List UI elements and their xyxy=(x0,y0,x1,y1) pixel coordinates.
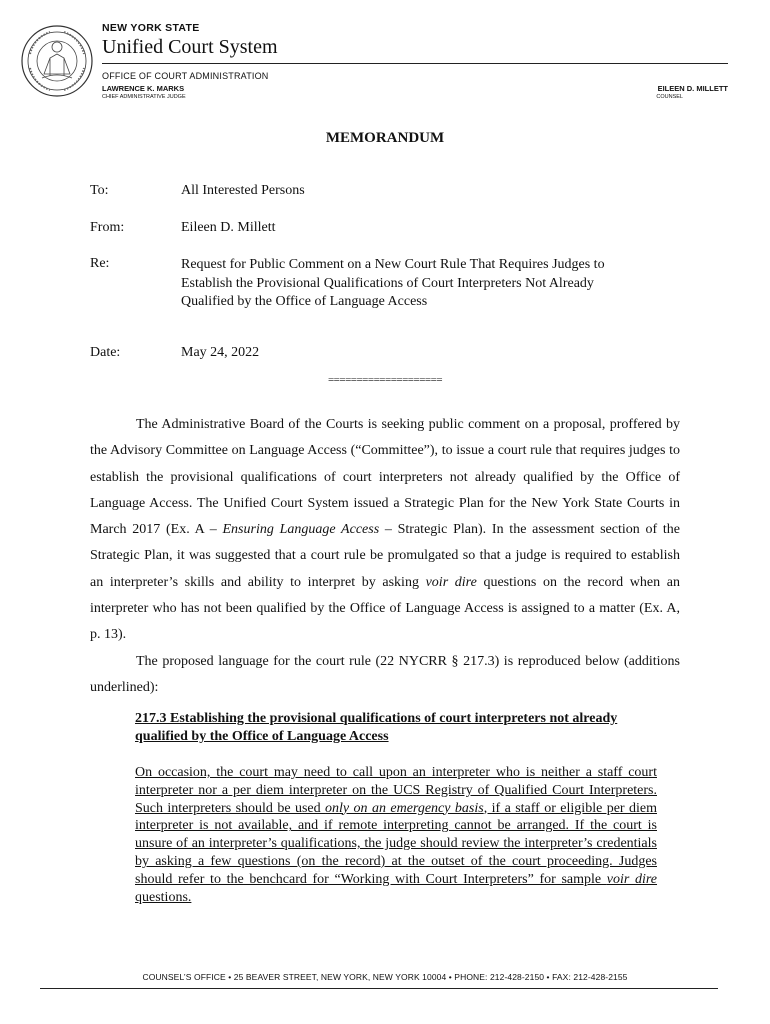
footer-address: COUNSEL’S OFFICE • 25 BEAVER STREET, NEW YORK, NEW YORK 10004 • PHONE: 212-428-2150 • FAX: 212-428-2155 xyxy=(142,972,628,982)
body-paragraph: The Administrative Board of the Courts is seeking public comment on a proposal, proffered by the Advisory Committee on Language Access (“Committee”), to issue a court rule that requires judges to establish the provisional qualifications of court interpreters not already qualified by the Office of Language Access. The Unified Court System issued a Strategic Plan for the New York State Courts in March 2017 (Ex. A – Ensuring Language Access – Strategic Plan). In the assessment section of the Strategic Plan, it was suggested that a court rule be promulgated so that a judge is required to establish an interpreter’s skills and ability to interpret by asking voir dire questions on the record when an interpreter who has not been qualified by the Office of Language Access is assigned to a matter (Ex. A, p. 13). xyxy=(90,417,680,643)
to-value: All Interested Persons xyxy=(181,183,305,198)
from-value: Eileen D. Millett xyxy=(181,220,276,235)
court-system-name: Unified Court System xyxy=(102,36,278,58)
from-label: From: xyxy=(90,220,125,235)
office-name: OFFICE OF COURT ADMINISTRATION xyxy=(102,71,269,81)
rule-heading: 217.3 Establishing the provisional qualifications of court interpreters not already qualified by the Office of Language Access xyxy=(135,711,618,744)
body-paragraph: The proposed language for the court rule (22 NYCRR § 217.3) is reproduced below (additions underlined): xyxy=(90,653,680,695)
memo-title: MEMORANDUM xyxy=(325,130,445,146)
state-name: NEW YORK STATE xyxy=(102,22,200,34)
chief-judge-name: LAWRENCE K. MARKS xyxy=(102,84,185,93)
date-value: May 24, 2022 xyxy=(181,345,260,360)
footer-divider xyxy=(40,988,718,989)
letterhead-divider xyxy=(102,63,728,64)
date-label: Date: xyxy=(90,345,121,360)
separator-line: ==================== xyxy=(327,374,443,386)
memo-body xyxy=(90,412,680,701)
re-line: Establish the Provisional Qualifications of Court Interpreters Not Already xyxy=(181,275,594,291)
proposed-rule xyxy=(135,710,657,906)
chief-judge-title: CHIEF ADMINISTRATIVE JUDGE xyxy=(102,94,186,100)
counsel-name: EILEEN D. MILLETT xyxy=(657,84,728,93)
re-line: Request for Public Comment on a New Court Rule That Requires Judges to xyxy=(181,257,605,272)
letterhead-names xyxy=(102,84,728,110)
rule-text: On occasion, the court may need to call upon an interpreter who is neither a staff court interpreter nor a per diem interpreter on the UCS Registry of Qualified Court Interpreters. Such interpreters should be used only on an emergency basis, if a staff or eligible per diem interpreter is not available, and if remote interpreting cannot be arranged. If the court is unsure of an interpreter’s qualifications, the judge should review the interpreter’s credentials by asking a few questions (on the record) at the outset of the court proceeding. Judges should refer to the benchcard for “Working with Court Interpreters” for sample voir dire questions. xyxy=(135,765,658,905)
re-subject xyxy=(181,256,605,312)
re-line: Qualified by the Office of Language Access xyxy=(181,294,428,309)
letterhead xyxy=(102,22,728,110)
new-york-state-seal-icon xyxy=(20,24,94,98)
to-label: To: xyxy=(90,183,109,198)
counsel-title: COUNSEL xyxy=(656,94,683,100)
re-label: Re: xyxy=(90,256,110,271)
